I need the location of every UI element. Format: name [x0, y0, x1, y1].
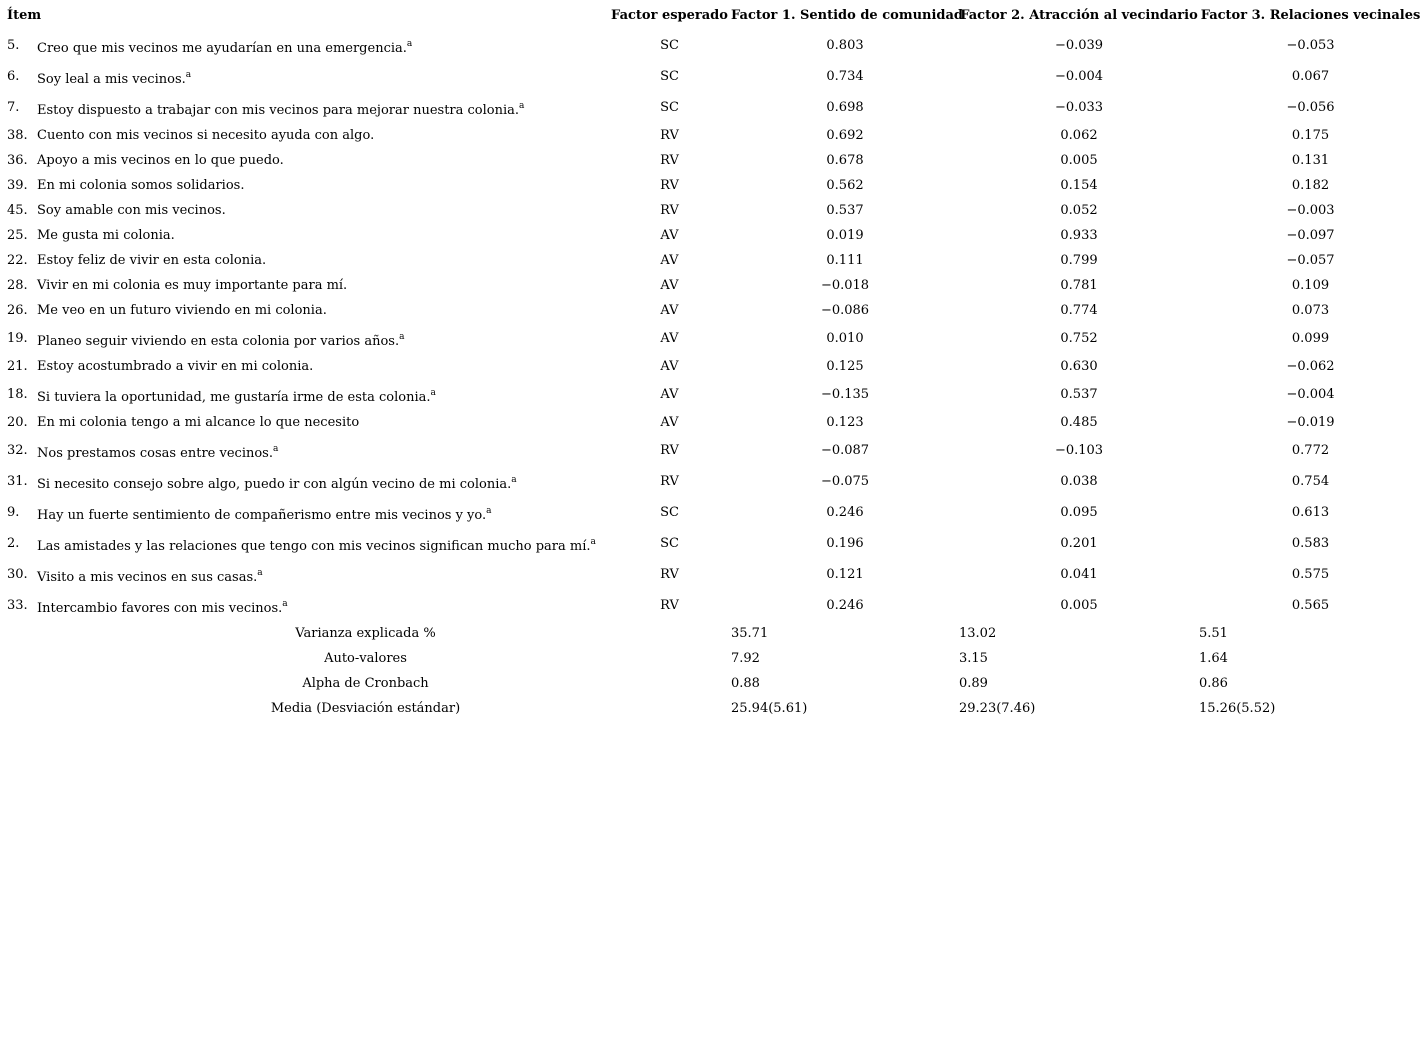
- factor-2-loading: 0.038: [1060, 474, 1098, 489]
- header-item: Ítem: [7, 7, 42, 23]
- factor-1-loading: 0.537: [826, 203, 864, 218]
- factor-3-loading: 0.772: [1291, 443, 1330, 458]
- item-text: Las amistades y las relaciones que tengo con mis vecinos significan mucho para mí.: [37, 539, 591, 554]
- factor-3-loading: 0.067: [1291, 69, 1330, 84]
- table-row: [0, 248, 1422, 273]
- footnote-marker: a: [486, 506, 492, 516]
- factor-2-loading: 0.781: [1060, 278, 1098, 293]
- expected-factor-cell: AV: [660, 331, 679, 346]
- item-number: 22.: [7, 253, 28, 268]
- item-text-cell: [30, 354, 608, 379]
- table-row: [0, 379, 1422, 410]
- stat-value-factor-2: 29.23(7.46): [959, 701, 1036, 716]
- expected-factor-cell: SC: [660, 69, 679, 84]
- stat-value-factor-2: 0.89: [959, 676, 988, 691]
- item-text: Creo que mis vecinos me ayudarían en una emergencia.: [37, 41, 407, 56]
- item-text: Estoy dispuesto a trabajar con mis vecinos para mejorar nuestra colonia.: [37, 103, 520, 118]
- expected-factor-cell: RV: [660, 178, 679, 193]
- item-text: Estoy acostumbrado a vivir en mi colonia.: [37, 359, 314, 374]
- footnote-marker: a: [511, 475, 517, 485]
- item-text: Me gusta mi colonia.: [37, 228, 175, 243]
- factor-1-loading: 0.678: [826, 153, 864, 168]
- table-row: [0, 92, 1422, 123]
- table-row: [0, 323, 1422, 354]
- factor-3-loading: −0.003: [1286, 203, 1335, 218]
- factor-1-loading: 0.196: [826, 536, 864, 551]
- table-row: [0, 497, 1422, 528]
- expected-factor-cell: SC: [660, 505, 679, 520]
- factor-2-loading: −0.004: [1054, 69, 1104, 84]
- factor-2-loading: 0.201: [1060, 536, 1098, 551]
- factor-3-loading: −0.057: [1286, 253, 1335, 268]
- factor-3-loading: 0.175: [1291, 128, 1330, 143]
- factor-2-loading: 0.052: [1060, 203, 1098, 218]
- table-row: [0, 466, 1422, 497]
- factor-2-loading: 0.933: [1060, 228, 1098, 243]
- factor-3-loading: 0.565: [1291, 598, 1330, 613]
- factor-3-loading: 0.131: [1291, 153, 1330, 168]
- table-row: [0, 223, 1422, 248]
- expected-factor-cell: AV: [660, 303, 679, 318]
- item-text-cell: [30, 273, 608, 298]
- item-number: 26.: [7, 303, 28, 318]
- factor-3-loading: 0.583: [1291, 536, 1330, 551]
- stats-row: [0, 696, 1422, 721]
- factor-1-loading: −0.018: [820, 278, 870, 293]
- factor-2-loading: −0.039: [1054, 38, 1104, 53]
- factor-1-loading: 0.246: [826, 598, 864, 613]
- stat-label: Varianza explicada %: [295, 626, 436, 641]
- item-text-cell: [30, 30, 608, 61]
- stat-value-factor-3: 0.86: [1199, 676, 1228, 691]
- table-row: [0, 61, 1422, 92]
- item-text: Vivir en mi colonia es muy importante para mí.: [37, 278, 348, 293]
- footnote-marker: a: [185, 70, 192, 80]
- header-row: [0, 0, 1422, 30]
- item-text-cell: [30, 528, 608, 559]
- factor-1-loading: 0.123: [826, 415, 864, 430]
- factor-2-loading: 0.752: [1060, 331, 1098, 346]
- stat-value-factor-2: 3.15: [959, 651, 988, 666]
- table-row: [0, 528, 1422, 559]
- item-number: 19.: [7, 331, 28, 346]
- factor-2-loading: −0.103: [1054, 443, 1104, 458]
- item-text-cell: [30, 61, 608, 92]
- item-number: 2.: [7, 536, 20, 551]
- expected-factor-cell: RV: [660, 153, 679, 168]
- stat-value-factor-3: 5.51: [1199, 626, 1228, 641]
- stat-value-factor-1: 7.92: [731, 651, 760, 666]
- expected-factor-cell: AV: [660, 387, 679, 402]
- footnote-marker: a: [430, 388, 436, 398]
- table-row: [0, 123, 1422, 148]
- factor-1-loading: 0.010: [826, 331, 864, 346]
- expected-factor-cell: RV: [660, 203, 679, 218]
- factor-2-loading: 0.774: [1060, 303, 1098, 318]
- factor-2-loading: 0.041: [1060, 567, 1098, 582]
- factor-2-loading: −0.033: [1054, 100, 1104, 115]
- item-text-cell: [30, 559, 608, 590]
- item-number: 39.: [7, 178, 28, 193]
- factor-3-loading: −0.097: [1286, 228, 1335, 243]
- stat-value-factor-3: 15.26(5.52): [1199, 701, 1276, 716]
- factor-1-loading: 0.562: [826, 178, 864, 193]
- item-text-cell: [30, 198, 608, 223]
- expected-factor-cell: AV: [660, 253, 679, 268]
- expected-factor-cell: RV: [660, 567, 679, 582]
- factor-3-loading: 0.099: [1291, 331, 1330, 346]
- item-number: 21.: [7, 359, 28, 374]
- item-text: Apoyo a mis vecinos en lo que puedo.: [37, 153, 284, 168]
- item-text-cell: [30, 298, 608, 323]
- stat-value-factor-1: 0.88: [731, 676, 760, 691]
- item-number: 20.: [7, 415, 28, 430]
- stats-row: [0, 621, 1422, 646]
- factor-3-loading: −0.062: [1286, 359, 1335, 374]
- factor-3-loading: −0.053: [1286, 38, 1335, 53]
- factor-1-loading: 0.734: [826, 69, 864, 84]
- item-number: 28.: [7, 278, 28, 293]
- item-text: Si necesito consejo sobre algo, puedo ir con algún vecino de mi colonia.: [37, 477, 512, 492]
- item-number: 5.: [7, 38, 20, 53]
- item-number: 18.: [7, 387, 28, 402]
- item-number: 33.: [7, 598, 28, 613]
- stat-label: Alpha de Cronbach: [302, 676, 429, 691]
- item-text: Estoy feliz de vivir en esta colonia.: [37, 253, 267, 268]
- factor-1-loading: −0.075: [820, 474, 870, 489]
- factor-1-loading: −0.135: [820, 387, 870, 402]
- stat-label: Media (Desviación estándar): [270, 701, 461, 716]
- item-number: 30.: [7, 567, 28, 582]
- expected-factor-cell: RV: [660, 474, 679, 489]
- item-text: Cuento con mis vecinos si necesito ayuda con algo.: [37, 128, 375, 143]
- table-row: [0, 435, 1422, 466]
- footnote-marker: a: [406, 39, 413, 49]
- footnote-marker: a: [519, 101, 525, 111]
- factor-3-loading: 0.182: [1291, 178, 1330, 193]
- expected-factor-cell: SC: [660, 100, 679, 115]
- stat-value-factor-2: 13.02: [959, 626, 997, 641]
- item-text: En mi colonia somos solidarios.: [37, 178, 245, 193]
- item-text-cell: [30, 92, 608, 123]
- stat-value-factor-1: 25.94(5.61): [731, 701, 808, 716]
- item-text: Soy amable con mis vecinos.: [37, 203, 226, 218]
- item-number: 32.: [7, 443, 28, 458]
- footnote-marker: a: [272, 444, 279, 454]
- factor-3-loading: −0.056: [1286, 100, 1335, 115]
- factor-2-loading: 0.537: [1060, 387, 1098, 402]
- item-text-cell: [30, 379, 608, 410]
- factor-1-loading: 0.698: [826, 100, 864, 115]
- table-row: [0, 198, 1422, 223]
- factor-3-loading: −0.004: [1286, 387, 1335, 402]
- table-header: [0, 0, 1422, 30]
- expected-factor-cell: SC: [660, 38, 679, 53]
- expected-factor-cell: RV: [660, 128, 679, 143]
- factor-1-loading: 0.692: [826, 128, 864, 143]
- header-factor-1: Factor 1. Sentido de comunidad: [731, 7, 964, 23]
- table-row: [0, 148, 1422, 173]
- item-text-cell: [30, 223, 608, 248]
- item-text-cell: [30, 410, 608, 435]
- factor-2-loading: 0.485: [1060, 415, 1098, 430]
- expected-factor-cell: RV: [660, 443, 679, 458]
- factor-1-loading: 0.019: [826, 228, 864, 243]
- item-number: 38.: [7, 128, 28, 143]
- factor-1-loading: 0.111: [826, 253, 864, 268]
- table-row: [0, 30, 1422, 61]
- factor-1-loading: −0.086: [820, 303, 870, 318]
- expected-factor-cell: AV: [660, 359, 679, 374]
- footnote-marker: a: [282, 599, 288, 609]
- factor-3-loading: 0.073: [1291, 303, 1330, 318]
- factor-1-loading: 0.125: [826, 359, 864, 374]
- item-number: 31.: [7, 474, 28, 489]
- header-factor-2: Factor 2. Atracción al vecindario: [960, 7, 1198, 23]
- table-row: [0, 173, 1422, 198]
- factor-2-loading: 0.799: [1060, 253, 1098, 268]
- footnote-marker: a: [257, 568, 263, 578]
- factor-1-loading: 0.246: [826, 505, 864, 520]
- item-text: Me veo en un futuro viviendo en mi colonia.: [37, 303, 327, 318]
- item-text-cell: [30, 123, 608, 148]
- footnote-marker: a: [590, 537, 596, 547]
- factor-3-loading: −0.019: [1286, 415, 1335, 430]
- item-number: 36.: [7, 153, 28, 168]
- stats-row: [0, 671, 1422, 696]
- item-text: Soy leal a mis vecinos.: [37, 72, 186, 87]
- factor-2-loading: 0.005: [1060, 598, 1098, 613]
- item-text-cell: [30, 248, 608, 273]
- factor-2-loading: 0.154: [1060, 178, 1098, 193]
- item-text-cell: [30, 148, 608, 173]
- table-row: [0, 590, 1422, 621]
- item-text-cell: [30, 590, 608, 621]
- expected-factor-cell: SC: [660, 536, 679, 551]
- table-row: [0, 273, 1422, 298]
- table-row: [0, 559, 1422, 590]
- header-factor-3: Factor 3. Relaciones vecinales: [1200, 7, 1421, 23]
- item-text: Visito a mis vecinos en sus casas.: [37, 570, 258, 585]
- item-text-cell: [30, 497, 608, 528]
- expected-factor-cell: AV: [660, 415, 679, 430]
- expected-factor-cell: AV: [660, 228, 679, 243]
- item-number: 9.: [7, 505, 20, 520]
- stat-value-factor-1: 35.71: [731, 626, 769, 641]
- stats-body: [0, 621, 1422, 721]
- table-row: [0, 410, 1422, 435]
- factor-1-loading: −0.087: [820, 443, 870, 458]
- factor-3-loading: 0.754: [1291, 474, 1330, 489]
- item-text-cell: [30, 466, 608, 497]
- header-expected-factor: Factor esperado: [611, 7, 728, 23]
- item-number: 6.: [7, 69, 20, 84]
- item-text: Hay un fuerte sentimiento de compañerismo entre mis vecinos y yo.: [37, 508, 487, 523]
- stat-label: Auto-valores: [324, 651, 407, 666]
- factor-1-loading: 0.803: [826, 38, 864, 53]
- factor-2-loading: 0.095: [1060, 505, 1098, 520]
- item-number: 45.: [7, 203, 28, 218]
- factor-2-loading: 0.062: [1060, 128, 1098, 143]
- item-text: Planeo seguir viviendo en esta colonia por varios años.: [37, 334, 400, 349]
- footnote-marker: a: [399, 332, 405, 342]
- factor-3-loading: 0.613: [1291, 505, 1330, 520]
- item-number: 25.: [7, 228, 28, 243]
- item-number: 7.: [7, 100, 20, 115]
- factor-3-loading: 0.109: [1291, 278, 1330, 293]
- item-text: Nos prestamos cosas entre vecinos.: [37, 446, 273, 461]
- table-row: [0, 298, 1422, 323]
- expected-factor-cell: AV: [660, 278, 679, 293]
- factor-2-loading: 0.005: [1060, 153, 1098, 168]
- item-text-cell: [30, 435, 608, 466]
- item-text: En mi colonia tengo a mi alcance lo que necesito: [37, 415, 360, 430]
- items-body: [0, 30, 1422, 621]
- factor-2-loading: 0.630: [1060, 359, 1098, 374]
- item-text-cell: [30, 173, 608, 198]
- item-text: Si tuviera la oportunidad, me gustaría irme de esta colonia.: [37, 390, 431, 405]
- factor-3-loading: 0.575: [1291, 567, 1330, 582]
- stats-row: [0, 646, 1422, 671]
- table-row: [0, 354, 1422, 379]
- stat-value-factor-3: 1.64: [1199, 651, 1228, 666]
- item-text: Intercambio favores con mis vecinos.: [37, 601, 283, 616]
- item-text-cell: [30, 323, 608, 354]
- factor-1-loading: 0.121: [826, 567, 864, 582]
- expected-factor-cell: RV: [660, 598, 679, 613]
